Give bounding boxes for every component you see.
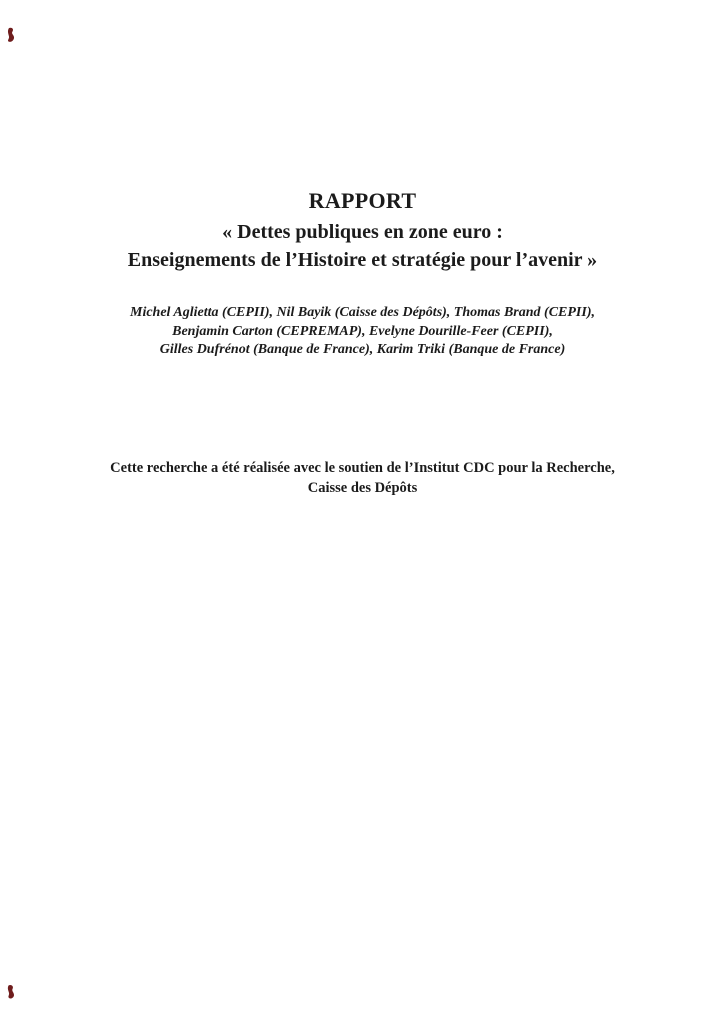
ink-mark-top-left	[6, 27, 16, 43]
authors-line-2: Benjamin Carton (CEPREMAP), Evelyne Dourille-Feer (CEPII),	[172, 323, 553, 339]
page-title: RAPPORT	[308, 188, 417, 213]
funding-line-1: Cette recherche a été réalisée avec le soutien de l’Institut CDC pour la Recherche,	[110, 460, 615, 476]
report-subtitle-line-2: Enseignements de l’Histoire et stratégie pour l’avenir »	[127, 249, 598, 271]
funding-acknowledgement	[0, 458, 725, 498]
authors-block	[0, 304, 725, 360]
authors-line-3: Gilles Dufrénot (Banque de France), Karim Triki (Banque de France)	[159, 342, 566, 358]
funding-line-2: Caisse des Dépôts	[307, 480, 418, 496]
ink-mark-bottom-left	[6, 984, 16, 1000]
report-subtitle-line-1: « Dettes publiques en zone euro :	[222, 221, 503, 243]
authors-line-1: Michel Aglietta (CEPII), Nil Bayik (Caisse des Dépôts), Thomas Brand (CEPII),	[130, 305, 595, 320]
